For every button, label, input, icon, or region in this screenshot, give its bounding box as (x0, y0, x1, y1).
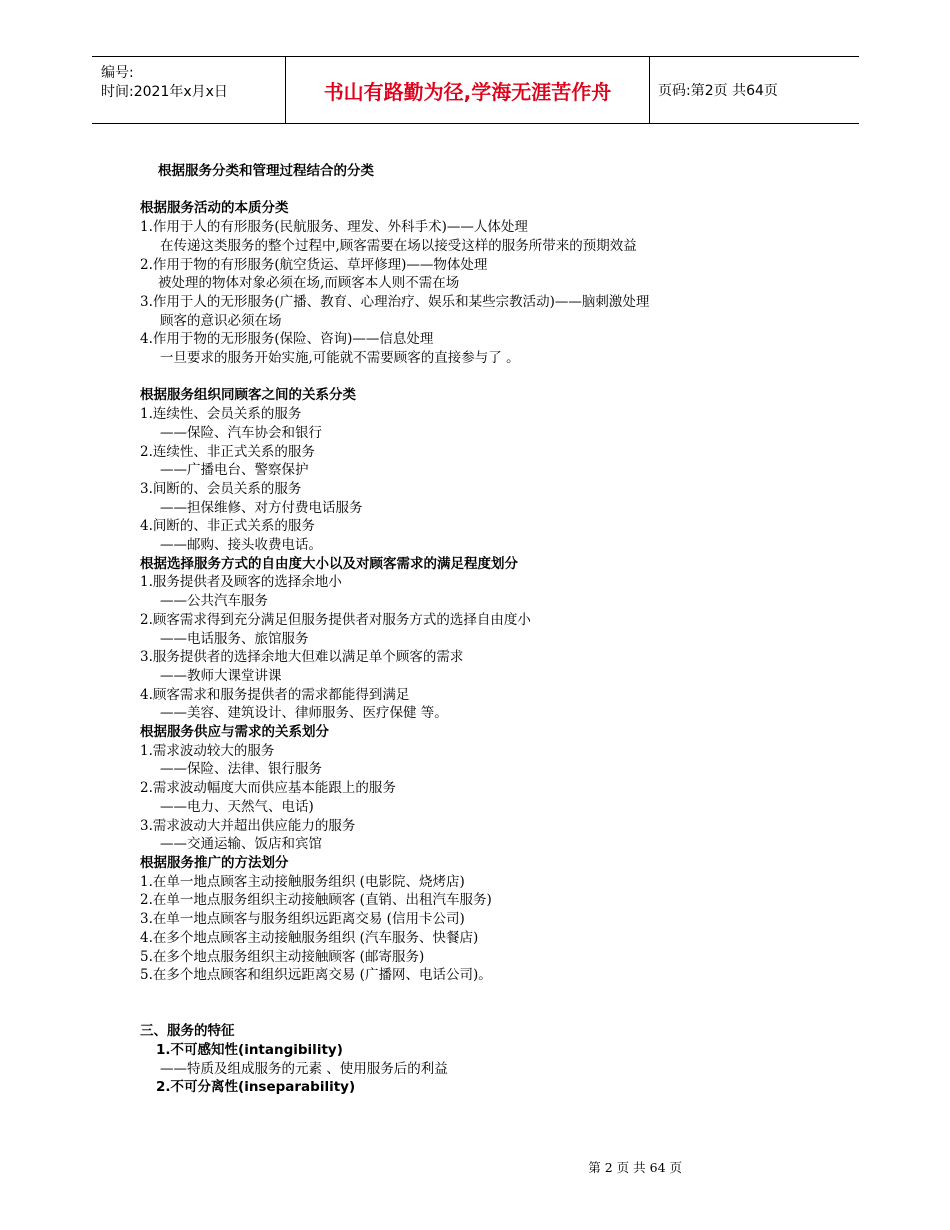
text-line: ——邮购、接头收费电话。 (160, 537, 322, 554)
text-line: 2.作用于物的有形服务(航空货运、草坪修理)——物体处理 (140, 256, 488, 273)
text-line: 一旦要求的服务开始实施,可能就不需要顾客的直接参与了 。 (160, 350, 520, 367)
section-heading: 根据服务活动的本质分类 (140, 200, 289, 217)
text-line: 4.在多个地点顾客主动接触服务组织 (汽车服务、快餐店) (140, 929, 479, 946)
text-line: 3.在单一地点顾客与服务组织远距离交易 (信用卡公司) (140, 911, 465, 928)
text-line: 3.服务提供者的选择余地大但难以满足单个顾客的需求 (140, 649, 464, 666)
text-line: 3.作用于人的无形服务(广播、教育、心理治疗、娱乐和某些宗教活动)——脑刺激处理 (140, 293, 650, 310)
text-line: 在传递这类服务的整个过程中,顾客需要在场以接受这样的服务所带来的预期效益 (160, 237, 637, 254)
section-heading: 根据服务分类和管理过程结合的分类 (158, 163, 374, 179)
text-line: 2.连续性、非正式关系的服务 (140, 443, 315, 460)
text-line: 4.作用于物的无形服务(保险、咨询)——信息处理 (140, 331, 434, 348)
text-line: 3.间断的、会员关系的服务 (140, 480, 302, 497)
text-line: ——电力、天然气、电话) (160, 798, 314, 815)
header-motto: 书山有路勤为径,学海无涯苦作舟 (286, 57, 650, 123)
text-line: ——美容、建筑设计、律师服务、医疗保健 等。 (160, 705, 448, 722)
text-line: ——担保维修、对方付费电话服务 (160, 499, 363, 516)
text-line: ——教师大课堂讲课 (160, 667, 282, 684)
text-line: 4.顾客需求和服务提供者的需求都能得到满足 (140, 686, 410, 703)
page-footer: 第 2 页 共 64 页 (588, 1160, 682, 1175)
text-line: ——电话服务、旅馆服务 (160, 630, 309, 647)
blank-line (140, 1004, 860, 1023)
blank-line (140, 368, 860, 387)
blank-line (140, 181, 860, 200)
section-heading: 1.不可感知性(intangibility) (156, 1041, 343, 1058)
section-heading: 三、服务的特征 (140, 1023, 235, 1040)
text-line: 1.在单一地点顾客主动接触服务组织 (电影院、烧烤店) (140, 873, 465, 890)
page-header (92, 56, 859, 124)
text-line: 1.服务提供者及顾客的选择余地小 (140, 574, 342, 591)
text-line: 4.间断的、非正式关系的服务 (140, 518, 315, 535)
header-page-info: 页码:第2页 共64页 (658, 83, 778, 99)
document-body (140, 162, 860, 1097)
text-line: ——保险、法律、银行服务 (160, 761, 322, 778)
text-line: ——保险、汽车协会和银行 (160, 424, 322, 441)
blank-line (140, 985, 860, 1004)
text-line: ——广播电台、警察保护 (160, 462, 309, 479)
text-line: 2.在单一地点服务组织主动接触顾客 (直销、出租汽车服务) (140, 892, 492, 909)
text-line: 2.需求波动幅度大而供应基本能跟上的服务 (140, 780, 396, 797)
text-line: 被处理的物体对象必须在场,而顾客本人则不需在场 (158, 275, 460, 292)
text-line: ——交通运输、饭店和宾馆 (160, 836, 322, 853)
text-line: 1.连续性、会员关系的服务 (140, 406, 302, 423)
text-line: 顾客的意识必须在场 (160, 312, 282, 329)
document-number-label: 编号: (101, 65, 134, 81)
text-line: 2.顾客需求得到充分满足但服务提供者对服务方式的选择自由度小 (140, 611, 531, 628)
section-heading: 根据选择服务方式的自由度大小以及对顾客需求的满足程度划分 (140, 555, 518, 572)
text-line: 5.在多个地点服务组织主动接触顾客 (邮寄服务) (140, 948, 425, 965)
section-heading: 2.不可分离性(inseparability) (156, 1079, 356, 1096)
section-heading: 根据服务推广的方法划分 (140, 854, 289, 871)
section-heading: 根据服务供应与需求的关系划分 (140, 724, 329, 741)
text-line: ——公共汽车服务 (160, 593, 268, 610)
text-line: 1.需求波动较大的服务 (140, 742, 275, 759)
text-line: ——特质及组成服务的元素 、使用服务后的利益 (160, 1060, 448, 1077)
text-line: 5.在多个地点顾客和组织远距离交易 (广播网、电话公司)。 (140, 967, 492, 984)
header-meta-cell (92, 57, 286, 123)
text-line: 3.需求波动大并超出供应能力的服务 (140, 817, 356, 834)
section-heading: 根据服务组织同顾客之间的关系分类 (140, 387, 356, 404)
text-line: 1.作用于人的有形服务(民航服务、理发、外科手术)——人体处理 (140, 219, 528, 236)
document-time-label: 时间:2021年x月x日 (101, 84, 228, 100)
